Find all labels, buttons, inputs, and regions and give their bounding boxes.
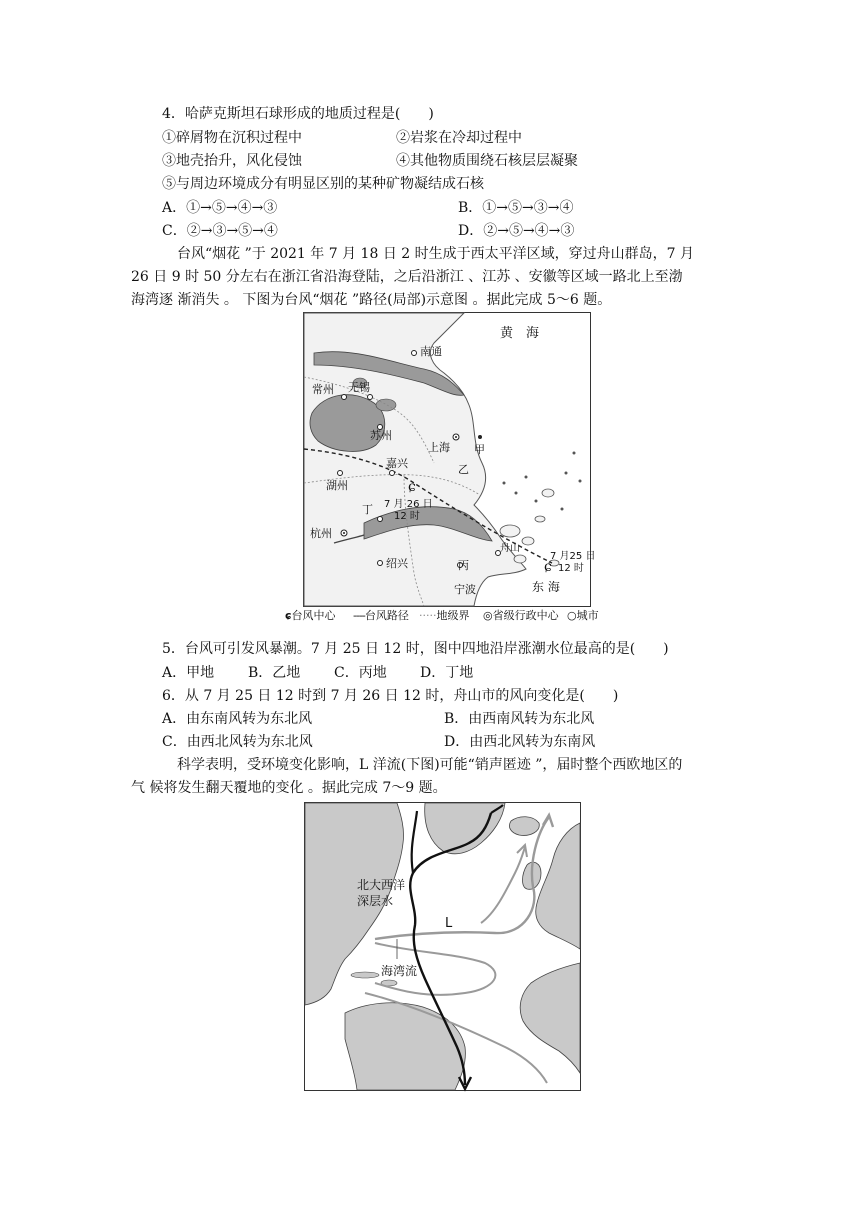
label-L-current: L [445, 916, 453, 931]
label-bing: 丙 [458, 559, 469, 572]
q6-stem: 6．从 7 月 25 日 12 时到 7 月 26 日 12 时，舟山市的风向变化是( ) [162, 688, 619, 704]
label-suzhou: 苏州 [370, 429, 392, 442]
q4-option-d[interactable]: D．②→⑤→④→③ [458, 223, 575, 239]
label-jia: 甲 [474, 443, 485, 456]
atlantic-map-svg [305, 803, 580, 1090]
q4-item-1: ①碎屑物在沉积过程中 [162, 130, 302, 146]
typhoon-center-icon: ɕ [544, 559, 552, 575]
label-huzhou: 湖州 [326, 479, 348, 492]
q4-option-a[interactable]: A．①→⑤→④→③ [162, 200, 278, 216]
legend-provincial-capital: ◎省级行政中心 [483, 609, 559, 622]
provincial-capital-icon: ◎ [483, 609, 493, 622]
q4-item-4: ④其他物质围绕石核层层凝聚 [396, 153, 578, 169]
q4-option-b[interactable]: B．①→⑤→③→④ [458, 200, 574, 216]
q4-item-3: ③地壳抬升，风化侵蚀 [162, 153, 302, 169]
q5-option-b[interactable]: B．乙地 [248, 665, 301, 681]
q4-option-c[interactable]: C．②→③→⑤→④ [162, 223, 278, 239]
label-ningbo: 宁波 [454, 583, 476, 596]
typhoon-map-svg [304, 313, 596, 606]
q4-stem: 4．哈萨克斯坦石球形成的地质过程是( ) [162, 106, 434, 122]
label-donghai: 东 海 [532, 580, 560, 594]
map1-legend [285, 609, 605, 625]
dashed-line-icon: ---- [353, 609, 365, 622]
label-nadw-line2: 深层水 [357, 894, 394, 908]
label-yi: 乙 [458, 463, 469, 476]
label-shanghai: 上海 [428, 441, 450, 454]
legend-city: ○城市 [567, 609, 599, 622]
label-gulf-stream: 海湾流 [381, 964, 418, 978]
label-shaoxing: 绍兴 [386, 557, 408, 570]
typhoon-path-map [303, 312, 596, 607]
atlantic-current-map [304, 802, 581, 1091]
label-nantong: 南通 [420, 345, 442, 358]
q5-option-a[interactable]: A．甲地 [162, 665, 215, 681]
label-zhoushan: 舟山 [500, 543, 520, 554]
legend-prefecture-border: ·····地级界 [419, 609, 470, 622]
label-huanghai: 黄 海 [500, 326, 540, 341]
label-date25-line1: 7 月25 日 [550, 551, 596, 562]
q4-item-5: ⑤与周边环境成分有明显区别的某种矿物凝结成石核 [162, 176, 484, 192]
q4-item-2: ②岩浆在冷却过程中 [396, 130, 522, 146]
label-jiaxing: 嘉兴 [386, 457, 408, 470]
city-icon: ○ [567, 609, 577, 622]
label-nadw-line1: 北大西洋 [357, 878, 406, 892]
legend-typhoon-center: ɕ台风中心 [285, 609, 336, 622]
label-hangzhou: 杭州 [310, 527, 332, 540]
q6-option-b[interactable]: B．由西南风转为东北风 [444, 711, 595, 727]
label-wuxi: 无锡 [348, 381, 370, 394]
dotted-line-icon: ····· [419, 609, 437, 622]
passage2-line-1: 科学表明，受环境变化影响，L 洋流(下图)可能“销声匿迹 ”，届时整个西欧地区的 [177, 757, 683, 773]
q5-stem: 5．台风可引发风暴潮。7 月 25 日 12 时，图中四地沿岸涨潮水位最高的是( ) [162, 641, 669, 657]
q5-option-d[interactable]: D．丁地 [420, 665, 474, 681]
typhoon-center-icon: ɕ [285, 609, 292, 622]
passage2-line-2: 气 候将发生翻天覆地的变化 。据此完成 7～9 题。 [131, 780, 447, 796]
typhoon-center-icon: ɕ [408, 479, 416, 495]
label-date26-line2: 12 时 [394, 511, 420, 522]
legend-typhoon-path: ----台风路径 [353, 609, 409, 622]
q6-option-d[interactable]: D．由西北风转为东南风 [444, 734, 596, 750]
passage1-line-1: 台风“烟花 ”于 2021 年 7 月 18 日 2 时生成于西太平洋区域，穿过舟山群岛，7 月 [177, 246, 694, 262]
q6-option-a[interactable]: A．由东南风转为东北风 [162, 711, 313, 727]
label-date26-line1: 7 月 26 日 [384, 499, 433, 510]
passage1-line-3: 海湾逐 渐消失 。 下图为台风“烟花 ”路径(局部)示意图 。据此完成 5～6 题。 [131, 292, 612, 308]
passage1-line-2: 26 日 9 时 50 分左右在浙江省沿海登陆，之后沿浙江 、江苏 、安徽等区域一路北上至渤 [131, 269, 683, 285]
q6-option-c[interactable]: C．由西北风转为东北风 [162, 734, 313, 750]
q5-option-c[interactable]: C．丙地 [334, 665, 387, 681]
label-changzhou: 常州 [312, 383, 334, 396]
label-date25-line2: 12 时 [558, 563, 584, 574]
label-ding: 丁 [362, 503, 373, 516]
